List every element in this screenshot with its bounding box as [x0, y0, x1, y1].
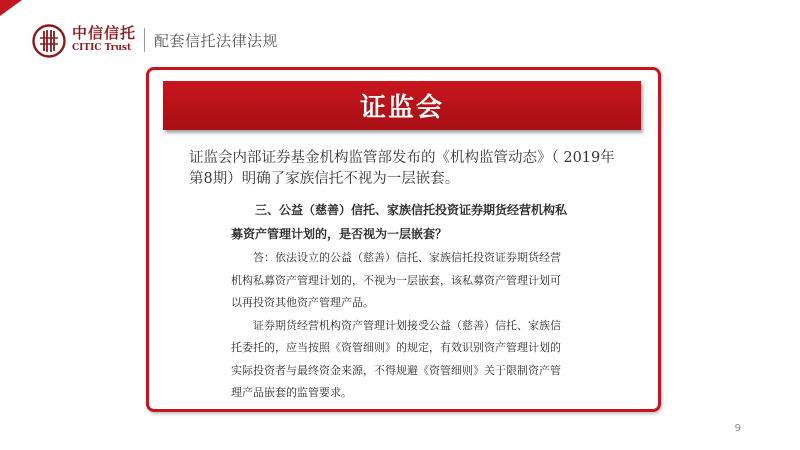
corner-accent	[0, 0, 22, 16]
page-title: 配套信托法律法规	[154, 32, 279, 50]
logo-name-cn: 中信信托	[72, 24, 137, 42]
document-answer-1: 答：依法设立的公益（慈善）信托、家族信托投资证券期货经营机构私募资产管理计划的，不视为一层嵌套，该私募资产管理计划可以再投资其他资产管理产品。	[231, 251, 561, 309]
title-banner	[163, 81, 641, 130]
intro-text: 证监会内部证券基金机构监管部发布的《机构监管动态》（ 2019年第8期）明确了家族信托不视为一层嵌套。	[189, 150, 615, 187]
banner-title: 证监会	[359, 93, 444, 123]
slide-header	[32, 22, 732, 62]
document-excerpt	[231, 198, 571, 405]
content-card	[146, 67, 661, 412]
logo-name-en: CITIC Trust	[72, 43, 132, 53]
header-divider	[144, 28, 145, 52]
page-number: 9	[734, 423, 741, 434]
logo-text	[72, 24, 136, 54]
citic-logo-icon	[32, 24, 66, 58]
document-answer-2: 证券期货经营机构资产管理计划接受公益（慈善）信托、家族信托委托的，应当按照《资管细则》的规定，有效识别资产管理计划的实际投资者与最终资金来源，不得规避《资管细则》关于限制资产管理产品嵌套的监管要求。	[231, 318, 561, 399]
document-question: 三、公益（慈善）信托、家族信托投资证券期货经营机构私募资产管理计划的，是否视为一层嵌套？	[231, 203, 568, 241]
